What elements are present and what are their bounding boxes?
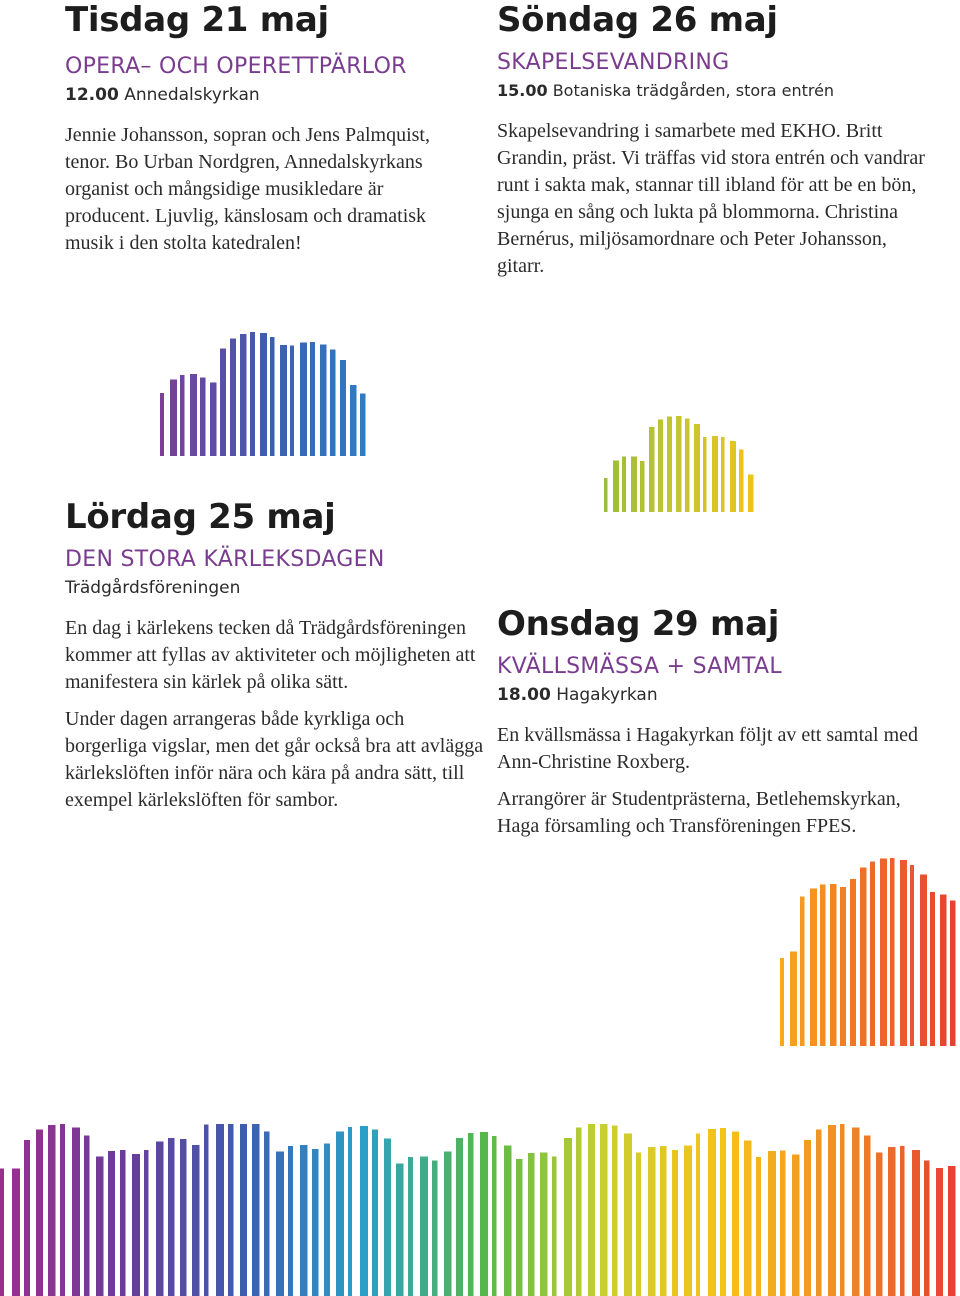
rainbow-stripe — [924, 1161, 930, 1296]
rainbow-stripe — [720, 1128, 726, 1296]
cloud-green-stripe — [712, 436, 718, 512]
rainbow-stripe — [156, 1141, 164, 1296]
cloud-orange-stripe — [850, 879, 856, 1046]
rainbow-stripe — [516, 1159, 522, 1296]
rainbow-stripe — [504, 1145, 512, 1296]
cloud-blue-stripe — [170, 379, 177, 456]
rainbow-stripe — [936, 1168, 943, 1296]
event-meta — [65, 84, 465, 106]
cloud-orange-stripe — [900, 860, 907, 1046]
event-place: Trädgårdsföreningen — [65, 578, 241, 598]
rainbow-stripe — [84, 1135, 89, 1296]
rainbow-stripe — [144, 1150, 148, 1296]
cloud-orange-stripe — [820, 885, 825, 1046]
event-meta — [497, 684, 937, 706]
event-lordag — [65, 497, 485, 824]
rainbow-stripe — [204, 1124, 208, 1296]
rainbow-stripe — [672, 1150, 678, 1296]
rainbow-stripe — [108, 1151, 115, 1296]
rainbow-stripe — [324, 1144, 330, 1296]
cloud-blue-stripe — [300, 343, 307, 456]
rainbow-stripe — [660, 1146, 667, 1296]
rainbow-stripe — [132, 1154, 140, 1296]
rainbow-stripe — [756, 1157, 761, 1296]
event-title: DEN STORA KÄRLEKSDAGEN — [65, 547, 385, 572]
rainbow-stripe — [420, 1156, 428, 1296]
event-sondag — [497, 0, 937, 290]
rainbow-stripe — [684, 1146, 692, 1296]
cloud-green-stripe — [721, 437, 725, 512]
cloud-green-stripe — [676, 416, 682, 512]
cloud-green-stripe — [649, 427, 655, 512]
cloud-green-stripe — [739, 449, 743, 512]
rainbow-stripe — [216, 1124, 224, 1296]
cloud-blue-stripe — [160, 393, 164, 456]
rainbow-stripe — [72, 1127, 80, 1296]
rainbow-stripe — [552, 1156, 556, 1296]
rainbow-stripe — [384, 1138, 391, 1296]
rainbow-stripe — [576, 1127, 582, 1296]
rainbow-stripe — [828, 1125, 836, 1296]
cloud-green-stripe — [613, 460, 619, 512]
event-title: SKAPELSEVANDRING — [497, 50, 730, 75]
event-title: KVÄLLSMÄSSA + SAMTAL — [497, 654, 782, 679]
event-place: Hagakyrkan — [556, 685, 658, 705]
rainbow-stripe — [48, 1125, 56, 1296]
event-description: Jennie Johansson, sopran och Jens Palmquist, tenor. Bo Urban Nordgren, Annedalskyrkans organist och mångsidige musikledare är producent. Ljuvlig, känslosam och dramatisk musik i den stolta katedralen! — [65, 124, 430, 254]
cloud-blue-stripe — [260, 333, 267, 456]
cloud-orange-icon — [780, 848, 960, 1048]
rainbow-stripe — [744, 1140, 752, 1296]
cloud-orange-stripe — [890, 858, 894, 1046]
rainbow-stripe — [780, 1150, 785, 1296]
rainbow-stripe — [408, 1157, 413, 1296]
event-title: OPERA– OCH OPERETTPÄRLOR — [65, 54, 407, 79]
rainbow-stripe — [0, 1169, 4, 1296]
rainbow-stripe — [60, 1124, 65, 1296]
cloud-blue-stripe — [310, 342, 315, 456]
event-day-heading: Lördag 25 maj — [65, 497, 336, 537]
cloud-blue-stripe — [230, 339, 236, 456]
rainbow-stripe — [528, 1153, 534, 1296]
event-onsdag — [497, 604, 937, 850]
cloud-orange-stripe — [950, 901, 956, 1046]
cloud-orange-stripe — [810, 888, 817, 1046]
rainbow-stripe — [120, 1150, 126, 1296]
rainbow-stripe — [288, 1146, 293, 1296]
rainbow-stripe — [636, 1153, 641, 1296]
rainbow-stripe — [348, 1127, 352, 1296]
rainbow-stripe — [444, 1152, 451, 1296]
rainbow-stripe — [624, 1133, 632, 1296]
rainbow-stripe — [852, 1127, 860, 1296]
cloud-blue-stripe — [210, 383, 216, 456]
rainbow-stripe — [708, 1129, 716, 1296]
cloud-blue-stripe — [270, 337, 274, 456]
rainbow-stripe — [252, 1124, 259, 1296]
rainbow-stripe — [264, 1131, 269, 1296]
cloud-green-stripe — [748, 475, 754, 512]
event-meta — [497, 80, 937, 102]
rainbow-stripe — [396, 1164, 404, 1296]
cloud-orange-stripe — [800, 897, 805, 1046]
cloud-blue-stripe — [340, 360, 346, 456]
rainbow-stripe — [612, 1125, 617, 1296]
cloud-green-stripe — [658, 420, 663, 512]
event-time: 12.00 — [65, 85, 119, 105]
event-place: Botaniska trädgården, stora entrén — [552, 81, 835, 100]
rainbow-stripe — [192, 1145, 200, 1296]
event-time: 18.00 — [497, 685, 551, 705]
cloud-orange-stripe — [920, 875, 927, 1046]
cloud-green-icon — [604, 416, 754, 514]
rainbow-stripe — [888, 1147, 896, 1296]
event-place: Annedalskyrkan — [124, 85, 260, 105]
rainbow-stripe — [36, 1129, 43, 1296]
event-tisdag — [65, 0, 465, 267]
cloud-blue-stripe — [280, 345, 287, 456]
rainbow-stripe — [540, 1152, 548, 1296]
event-day-heading: Onsdag 29 maj — [497, 604, 780, 644]
rainbow-stripe — [840, 1124, 844, 1296]
rainbow-stripe — [876, 1153, 882, 1296]
rainbow-stripe — [336, 1132, 344, 1296]
cloud-green-stripe — [622, 456, 626, 512]
event-description: Skapelsevandring i samarbete med EKHO. Britt Grandin, präst. Vi träffas vid stora entrén och vandrar runt i sakta mak, stannar till ibland för att be en bön, sjunga en sång och lukta på blommorna. Christina Bernérus, miljösamordnare och Peter Johansson, gitarr. — [497, 120, 925, 277]
cloud-orange-stripe — [940, 895, 947, 1046]
rainbow-stripe — [300, 1145, 308, 1296]
rainbow-stripe — [732, 1132, 739, 1296]
rainbow-stripe — [480, 1132, 488, 1296]
rainbow-stripe — [456, 1138, 463, 1296]
cloud-blue-icon — [160, 332, 370, 460]
event-description: Arrangörer är Studentprästerna, Betlehemskyrkan, Haga församling och Transföreningen FPES. — [497, 788, 901, 837]
rainbow-stripe — [492, 1136, 496, 1296]
event-meta — [65, 577, 485, 599]
rainbow-stripe — [912, 1150, 920, 1296]
rainbow-stripe — [588, 1124, 595, 1296]
rainbow-stripe — [648, 1147, 656, 1296]
cloud-orange-stripe — [870, 861, 875, 1046]
rainbow-stripe — [168, 1138, 174, 1296]
rainbow-stripe — [240, 1124, 247, 1296]
rainbow-stripe — [312, 1149, 319, 1296]
rainbow-stripe — [372, 1130, 378, 1296]
cloud-orange-stripe — [790, 952, 797, 1046]
cloud-orange-stripe — [910, 865, 914, 1046]
cloud-blue-stripe — [290, 346, 294, 456]
rainbow-stripe — [276, 1152, 284, 1296]
event-day-heading: Tisdag 21 maj — [65, 0, 329, 40]
event-description: En dag i kärlekens tecken då Trädgårdsföreningen kommer att fyllas av aktiviteter och möjligheten att manifestera sin kärlek på olika sätt. — [65, 617, 476, 693]
rainbow-clouds-icon — [0, 1124, 960, 1296]
cloud-blue-stripe — [200, 377, 205, 456]
rainbow-stripe — [900, 1146, 904, 1296]
cloud-blue-stripe — [320, 344, 327, 456]
rainbow-stripe — [12, 1169, 20, 1296]
cloud-orange-stripe — [830, 884, 836, 1046]
cloud-green-stripe — [604, 478, 607, 512]
cloud-blue-stripe — [220, 349, 226, 456]
cloud-green-stripe — [703, 437, 707, 512]
cloud-orange-stripe — [930, 892, 935, 1046]
cloud-orange-stripe — [780, 958, 784, 1046]
rainbow-stripe — [864, 1135, 870, 1296]
cloud-green-stripe — [694, 424, 700, 512]
cloud-blue-stripe — [190, 374, 197, 456]
cloud-blue-stripe — [360, 393, 366, 456]
cloud-orange-stripe — [860, 867, 867, 1046]
rainbow-stripe — [228, 1124, 234, 1296]
rainbow-stripe — [816, 1129, 822, 1296]
rainbow-stripe — [696, 1134, 700, 1296]
rainbow-stripe — [792, 1154, 799, 1296]
cloud-green-stripe — [640, 461, 645, 512]
cloud-blue-stripe — [250, 332, 255, 456]
cloud-blue-stripe — [350, 385, 356, 456]
rainbow-stripe — [96, 1157, 103, 1296]
rainbow-stripe — [180, 1139, 186, 1296]
cloud-blue-stripe — [180, 375, 185, 456]
rainbow-stripe — [468, 1133, 474, 1296]
rainbow-stripe — [804, 1140, 811, 1296]
cloud-green-stripe — [685, 418, 689, 512]
cloud-green-stripe — [667, 417, 672, 512]
cloud-orange-stripe — [880, 859, 887, 1046]
cloud-green-stripe — [631, 457, 637, 512]
rainbow-stripe — [432, 1161, 437, 1296]
cloud-orange-stripe — [840, 887, 846, 1046]
rainbow-stripe — [24, 1140, 30, 1296]
rainbow-stripe — [768, 1151, 776, 1296]
event-time: 15.00 — [497, 81, 548, 100]
rainbow-stripe — [948, 1166, 955, 1296]
cloud-green-stripe — [730, 441, 736, 512]
event-description: En kvällsmässa i Hagakyrkan följt av ett samtal med Ann-Christine Roxberg. — [497, 724, 918, 773]
cloud-blue-stripe — [240, 334, 247, 456]
event-description: Under dagen arrangeras både kyrkliga och borgerliga vigslar, men det går också bra att avlägga kärlekslöften inför nära och kära på andra sätt, till exempel kärlekslöften för sambor. — [65, 708, 484, 811]
rainbow-stripe — [600, 1124, 607, 1296]
rainbow-stripe — [360, 1126, 368, 1296]
rainbow-stripe — [564, 1138, 572, 1296]
event-day-heading: Söndag 26 maj — [497, 0, 778, 40]
cloud-blue-stripe — [330, 350, 336, 456]
